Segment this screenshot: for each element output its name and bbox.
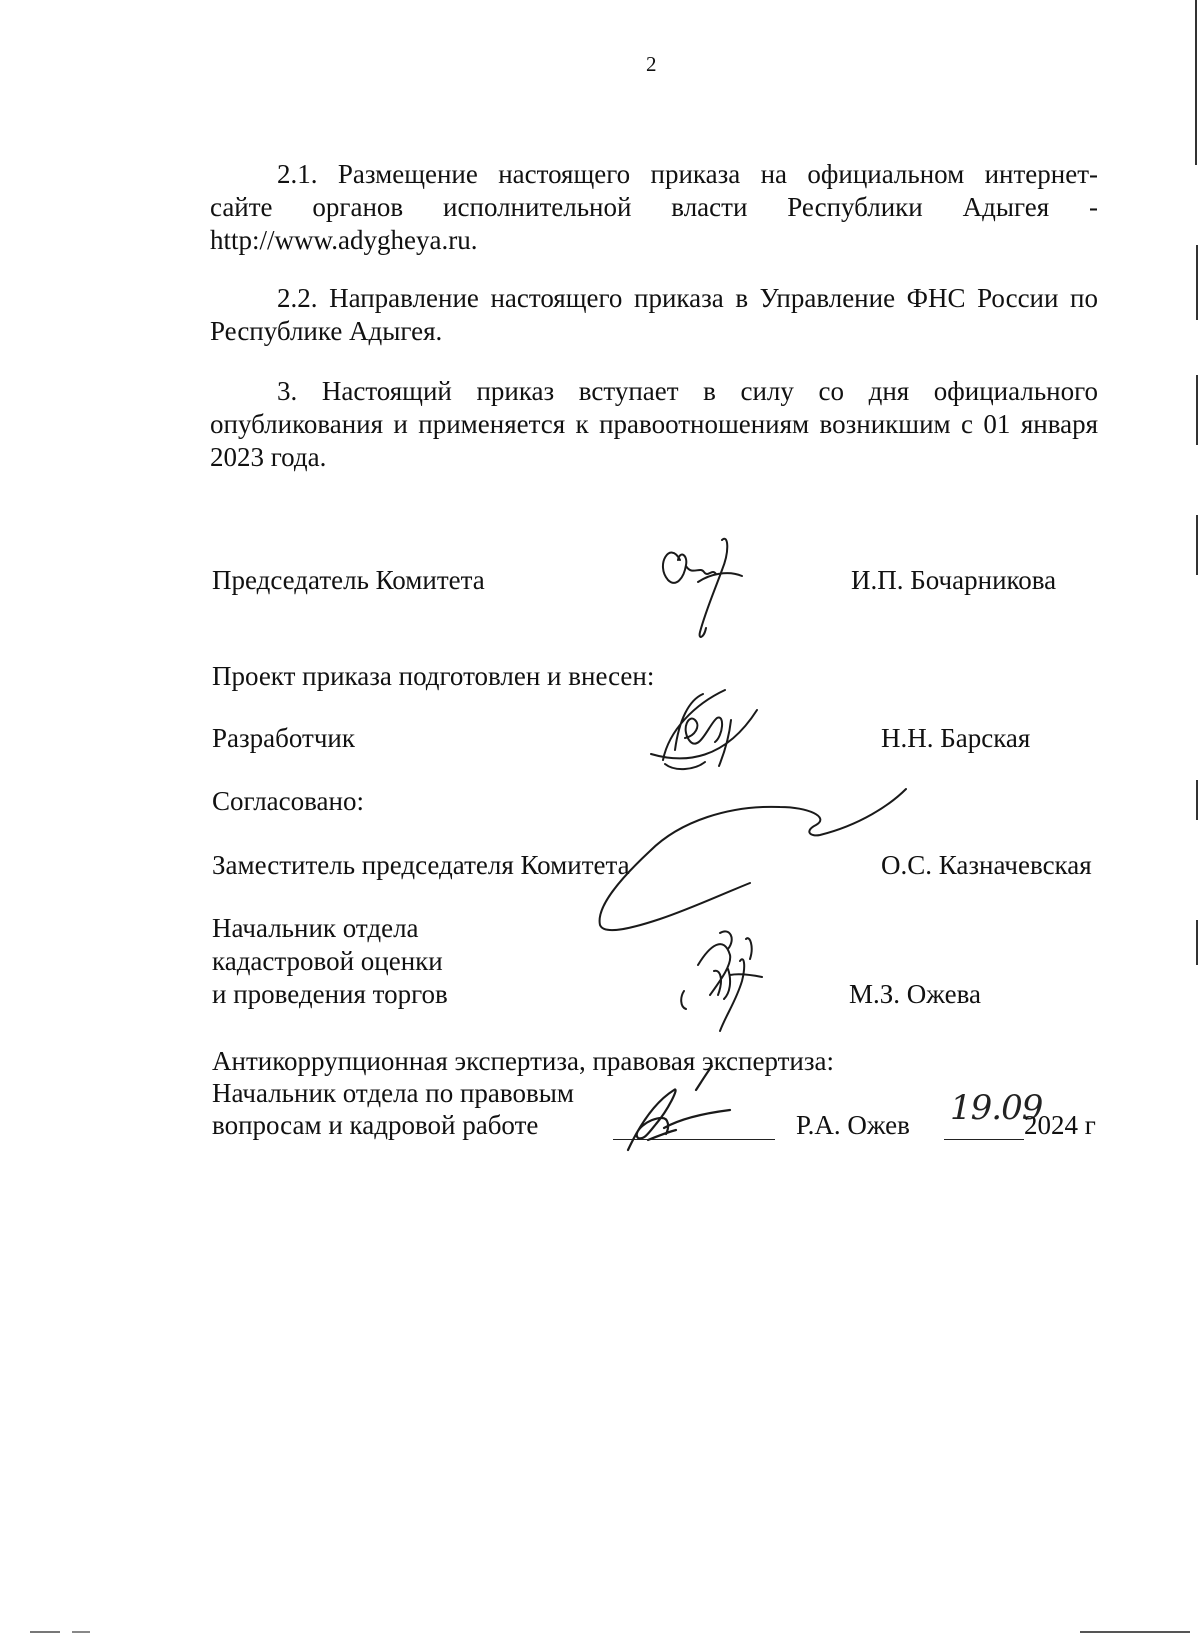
head-legal-signature	[608, 1060, 788, 1155]
handwritten-date: 19.09	[950, 1088, 1043, 1128]
clause-2-2	[210, 282, 1098, 348]
printed-year: 2024 г	[1024, 1110, 1096, 1140]
scan-edge-mark	[1195, 0, 1197, 165]
head-cadastral-position-line: Начальник отдела	[212, 913, 419, 943]
clause-line: http://www.adygheya.ru.	[210, 225, 478, 255]
draft-note: Проект приказа подготовлен и внесен:	[212, 661, 655, 691]
page-number: 2	[646, 52, 657, 76]
date-line	[944, 1139, 1024, 1140]
head-legal-name: Р.А. Ожев	[796, 1110, 910, 1140]
chair-position: Председатель Комитета	[212, 565, 485, 595]
clause-line: сайте органов исполнительной власти Республики Адыгея -	[210, 192, 1098, 222]
clause-line: 2.1. Размещение настоящего приказа на официальном интернет-	[277, 159, 1098, 189]
scan-bottom-mark	[72, 1631, 90, 1633]
scan-edge-mark	[1196, 780, 1198, 820]
scan-edge-mark	[1196, 375, 1198, 445]
developer-position: Разработчик	[212, 723, 355, 753]
clause-line: 3. Настоящий приказ вступает в силу со дня официального	[277, 376, 1098, 406]
clause-line: 2023 года.	[210, 442, 327, 472]
scan-bottom-mark	[30, 1631, 60, 1633]
clause-2-1	[210, 158, 1098, 257]
head-legal-position-line: Начальник отдела по правовым	[212, 1078, 574, 1108]
head-cadastral-name: М.З. Ожева	[849, 979, 981, 1009]
scan-bottom-mark	[1080, 1631, 1190, 1633]
deputy-name: О.С. Казначевская	[881, 850, 1092, 880]
head-cadastral-signature	[670, 925, 790, 1040]
head-legal-position-line: вопросам и кадровой работе	[212, 1110, 539, 1140]
expertise-label: Антикоррупционная экспертиза, правовая экспертиза:	[212, 1046, 835, 1076]
clause-line: 2.2. Направление настоящего приказа в Управление ФНС России по	[277, 283, 1098, 313]
deputy-signature	[590, 785, 920, 945]
scan-edge-mark	[1196, 245, 1198, 320]
clause-line: Республике Адыгея.	[210, 316, 443, 346]
head-cadastral-position-line: кадастровой оценки	[212, 946, 443, 976]
scan-edge-mark	[1196, 515, 1198, 575]
chair-signature	[650, 530, 760, 650]
head-cadastral-position-line: и проведения торгов	[212, 979, 448, 1009]
clause-3	[210, 375, 1098, 474]
agreed-label: Согласовано:	[212, 786, 364, 816]
chair-name: И.П. Бочарникова	[851, 565, 1057, 595]
deputy-position: Заместитель председателя Комитета	[212, 850, 630, 880]
clause-line: опубликования и применяется к правоотношениям возникшим с 01 января	[210, 409, 1098, 439]
scan-edge-mark	[1196, 920, 1198, 965]
developer-signature	[645, 680, 775, 780]
developer-name: Н.Н. Барская	[881, 723, 1031, 753]
